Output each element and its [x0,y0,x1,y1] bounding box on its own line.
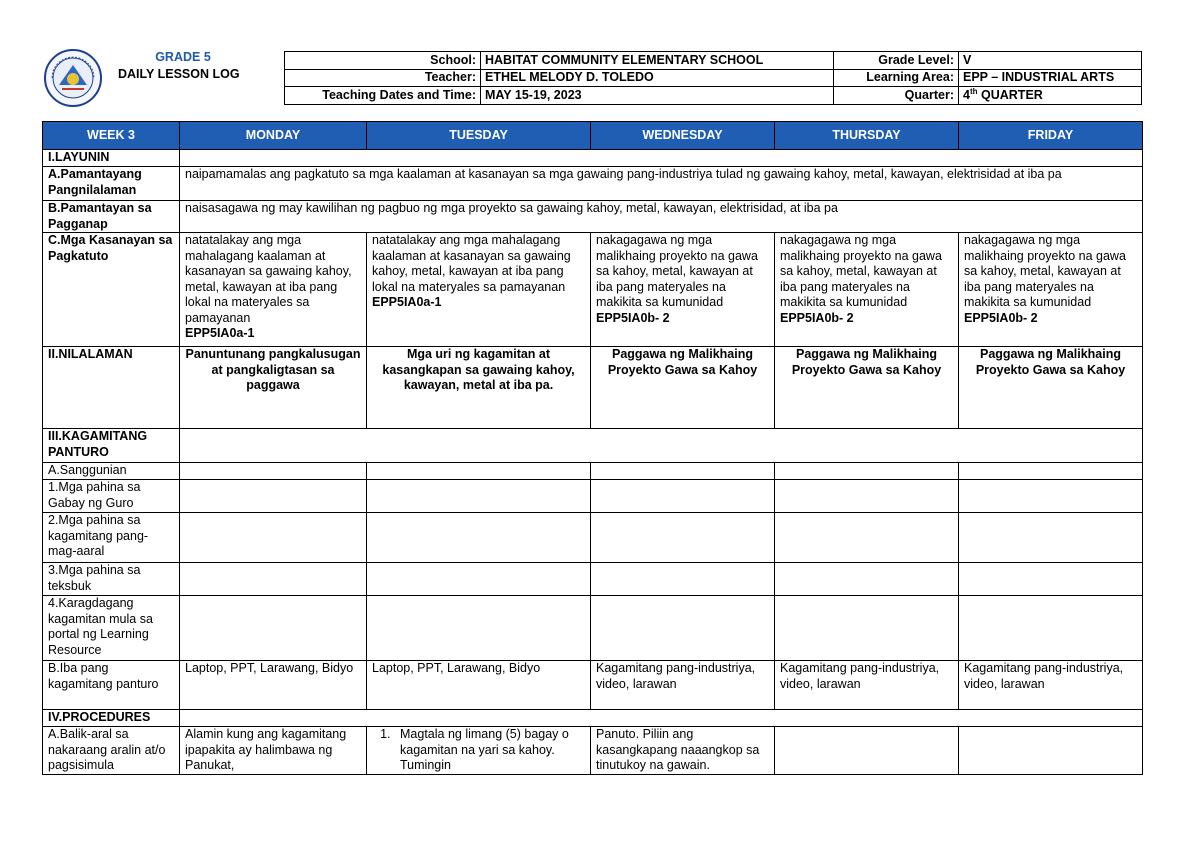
list-item: 1. Magtala ng limang (5) bagay o kagamitan na yari sa kahoy. Tumingin [394,727,585,774]
table-cell [775,596,959,661]
table-row [43,513,1143,563]
table-row [43,463,1143,480]
learning-area-value: EPP – INDUSTRIAL ARTS [959,69,1142,87]
table-row [43,347,1143,429]
kasanayan-text: nakagagawa ng mga malikhaing proyekto na gawa sa kahoy, metal, kawayan at iba pang materyales na makikita sa kumunidad [596,233,758,309]
competency-code: EPP5IA0a-1 [185,326,255,340]
quarter-word: QUARTER [981,87,1043,102]
kasanayan-monday [180,233,367,347]
iba-tuesday: Laptop, PPT, Larawang, Bidyo [367,661,591,710]
sanggunian-label: A.Sanggunian [43,463,180,480]
kasanayan-text: natatalakay ang mga mahalagang kaalaman at kasanayan sa gawaing kahoy, metal, kawayan at iba pang lokal na materyales sa pamayanan [185,233,352,325]
nilalaman-friday: Paggawa ng Malikhaing Proyekto Gawa sa Kahoy [959,347,1143,429]
school-value: HABITAT COMMUNITY ELEMENTARY SCHOOL [481,52,834,70]
table-row [43,429,1143,463]
kasanayan-wednesday [591,233,775,347]
nilalaman-tuesday: Mga uri ng kagamitan at kasangkapan sa gawaing kahoy, kawayan, metal at iba pa. [367,347,591,429]
dates-value: MAY 15-19, 2023 [481,87,834,105]
table-cell [367,563,591,596]
grade-level-value: V [959,52,1142,70]
teksbuk-label: 3.Mga pahina sa teksbuk [43,563,180,596]
competency-code: EPP5IA0b- 2 [964,310,1038,325]
nilalaman-label: II.NILALAMAN [43,347,180,429]
table-cell [180,596,367,661]
layunin-label: I.LAYUNIN [43,150,180,167]
table-cell [775,463,959,480]
balik-tuesday [367,727,591,775]
tuesday-header: TUESDAY [367,122,591,150]
table-cell [959,463,1143,480]
friday-header: FRIDAY [959,122,1143,150]
nilalaman-monday: Panuntunang pangkalusugan at pangkaligtasan sa paggawa [180,347,367,429]
kasanayan-label: C.Mga Kasanayan sa Pagkatuto [43,233,180,347]
quarter-value [959,87,1142,105]
iba-thursday: Kagamitang pang-industriya, video, larawan [775,661,959,710]
competency-code: EPP5IA0b- 2 [780,310,854,325]
kasanayan-tuesday [367,233,591,347]
table-cell [180,480,367,513]
table-cell [591,463,775,480]
kasanayan-friday [959,233,1143,347]
table-cell [775,480,959,513]
kagamitang-label: III.KAGAMITANG PANTURO [43,429,180,463]
table-row [43,661,1143,710]
table-cell [959,480,1143,513]
table-cell [180,463,367,480]
quarter-number: 4 [963,87,970,102]
table-cell [775,513,959,563]
table-row [43,233,1143,347]
table-cell [591,513,775,563]
kagamitang-cell [180,429,1143,463]
balik-monday: Alamin kung ang kagamitang ipapakita ay halimbawa ng Panukat, [180,727,367,775]
competency-code: EPP5IA0a-1 [372,295,442,309]
nilalaman-thursday: Paggawa ng Malikhaing Proyekto Gawa sa Kahoy [775,347,959,429]
daily-lesson-log-title: DAILY LESSON LOG [118,67,240,81]
iba-friday: Kagamitang pang-industriya, video, larawan [959,661,1143,710]
table-row [43,563,1143,596]
teacher-label: Teacher: [285,69,481,87]
table-cell [959,727,1143,775]
pagganap-cell: naisasagawa ng may kawilihan ng pagbuo ng mga proyekto sa gawaing kahoy, metal, kawayan, elektrisidad, at iba pa [180,201,1143,233]
lesson-log-table [42,121,1143,775]
week-header: WEEK 3 [43,122,180,150]
procedures-label: IV.PROCEDURES [43,710,180,727]
layunin-cell [180,150,1143,167]
quarter-suffix: th [969,86,978,96]
table-row [43,150,1143,167]
kagamitang-pang-label: 2.Mga pahina sa kagamitang pang-mag-aaral [43,513,180,563]
table-cell [180,563,367,596]
table-cell [591,596,775,661]
table-cell [367,513,591,563]
quarter-label: Quarter: [834,87,959,105]
table-cell [775,727,959,775]
table-cell [367,596,591,661]
table-cell [959,563,1143,596]
balik-wednesday: Panuto. Piliin ang kasangkapang naaangkop sa tinutukoy na gawain. [591,727,775,775]
table-cell [591,563,775,596]
table-row [43,710,1143,727]
iba-label: B.Iba pang kagamitang panturo [43,661,180,710]
grade-level-label: Grade Level: [834,52,959,70]
table-cell [775,563,959,596]
kasanayan-text: natatalakay ang mga mahalagang kaalaman at kasanayan sa gawaing kahoy, metal, kawayan at iba pang lokal na materyales sa pamayanan [372,233,571,294]
iba-wednesday: Kagamitang pang-industriya, video, larawan [591,661,775,710]
pamantayang-label: A.Pamantayang Pangnilalaman [43,167,180,201]
table-row [43,727,1143,775]
pamantayang-cell: naipamamalas ang pagkatuto sa mga kaalaman at kasanayan sa mga gawaing pang-industriya tulad ng gawaing kahoy, metal, kawayan, elektrisidad at iba pa [180,167,1143,201]
gabay-label: 1.Mga pahina sa Gabay ng Guro [43,480,180,513]
table-row [43,201,1143,233]
header-info-table [284,51,1142,105]
competency-code: EPP5IA0b- 2 [596,310,670,325]
table-cell [367,480,591,513]
table-cell [367,463,591,480]
deped-seal-logo [44,49,102,107]
procedures-cell [180,710,1143,727]
thursday-header: THURSDAY [775,122,959,150]
dates-label: Teaching Dates and Time: [285,87,481,105]
karagdagang-label: 4.Karagdagang kagamitan mula sa portal ng Learning Resource [43,596,180,661]
nilalaman-wednesday: Paggawa ng Malikhaing Proyekto Gawa sa Kahoy [591,347,775,429]
pagganap-label: B.Pamantayan sa Pagganap [43,201,180,233]
table-cell [959,513,1143,563]
week-header-row [43,122,1143,150]
iba-monday: Laptop, PPT, Larawang, Bidyo [180,661,367,710]
table-row [43,167,1143,201]
kasanayan-thursday [775,233,959,347]
table-cell [959,596,1143,661]
table-cell [180,513,367,563]
table-cell [591,480,775,513]
school-label: School: [285,52,481,70]
kasanayan-text: nakagagawa ng mga malikhaing proyekto na gawa sa kahoy, metal, kawayan at iba pang materyales na makikita sa kumunidad [780,233,942,309]
table-row [43,596,1143,661]
balik-label: A.Balik-aral sa nakaraang aralin at/o pagsisimula [43,727,180,775]
teacher-value: ETHEL MELODY D. TOLEDO [481,69,834,87]
grade-title: GRADE 5 [155,50,211,64]
table-row [43,480,1143,513]
kasanayan-text: nakagagawa ng mga malikhaing proyekto na gawa sa kahoy, metal, kawayan at iba pang materyales na makikita sa kumunidad [964,233,1126,309]
monday-header: MONDAY [180,122,367,150]
wednesday-header: WEDNESDAY [591,122,775,150]
learning-area-label: Learning Area: [834,69,959,87]
